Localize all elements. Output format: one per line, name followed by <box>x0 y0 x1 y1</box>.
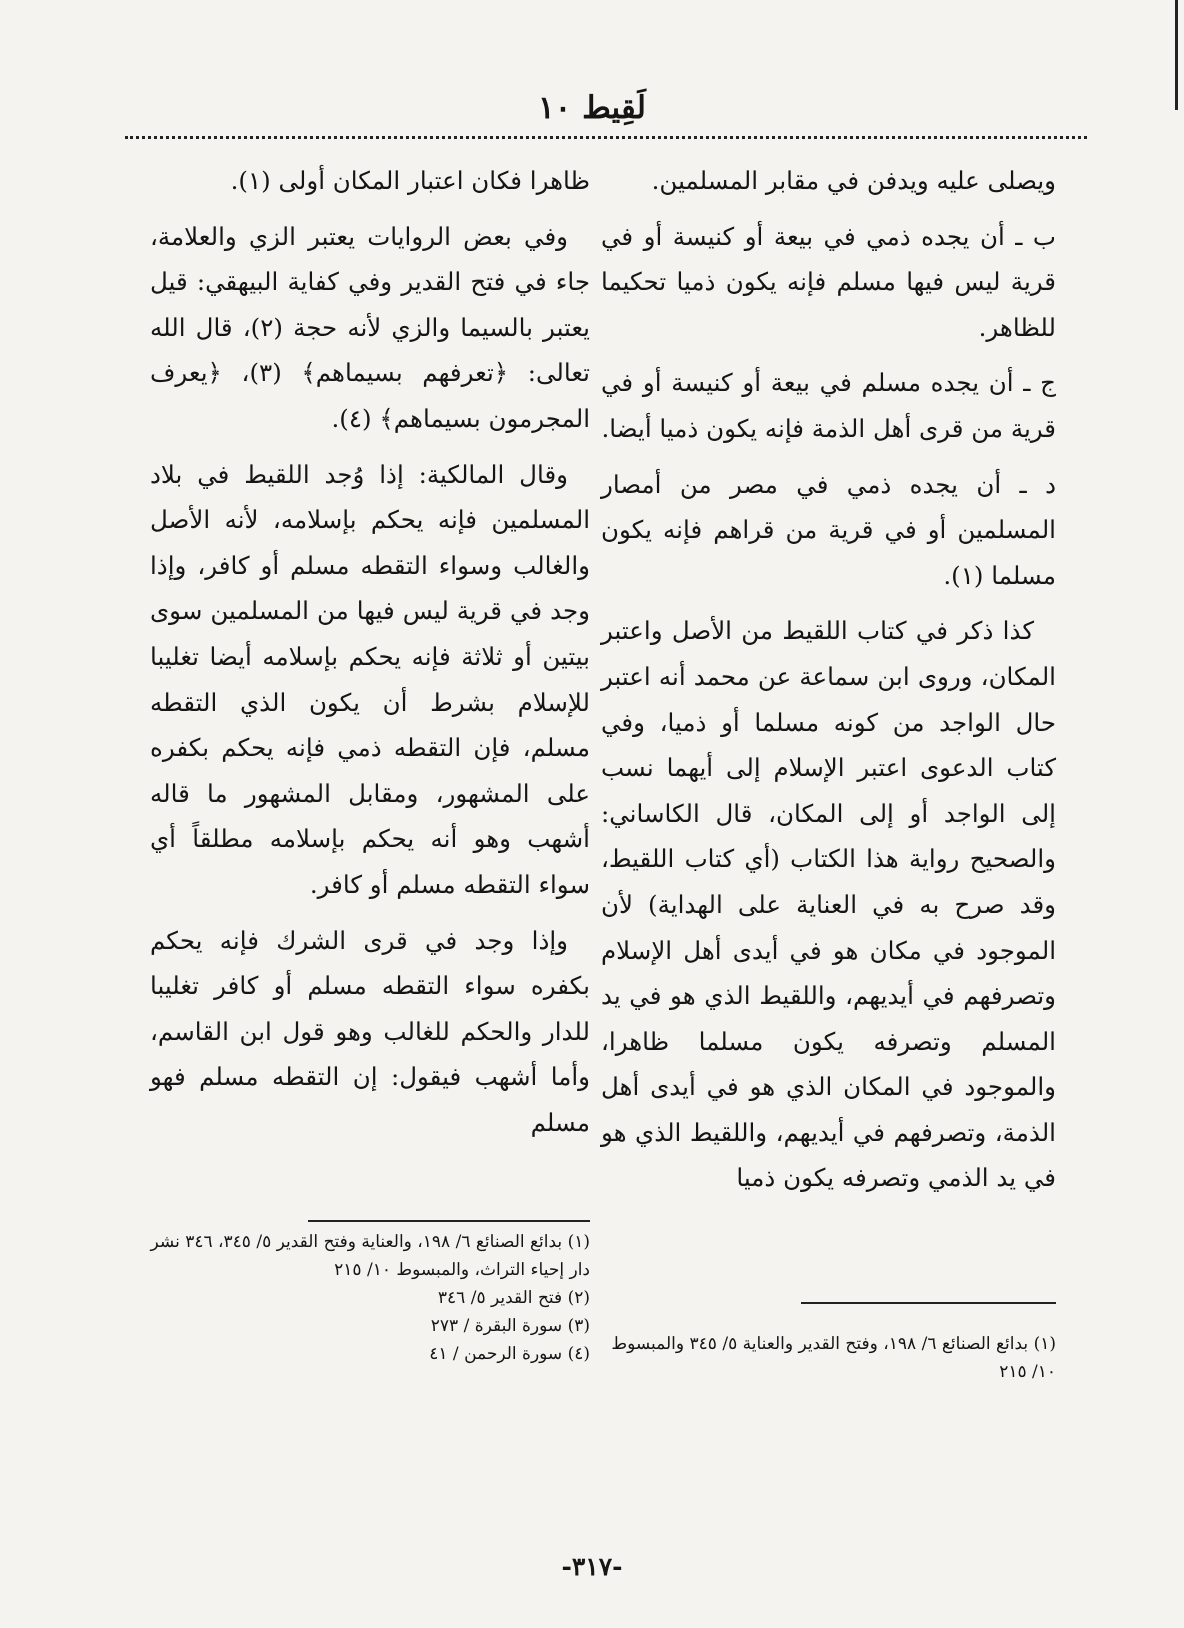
paragraph: وفي بعض الروايات يعتبر الزي والعلامة، جاء في فتح القدير وفي كفاية البيهقي: قيل يعتبر بالسيما والزي لأنه حجة (٢)، قال الله تعالى: ﴿تعرفهم بسيماهم﴾ (٣)، ﴿يعرف المجرمون بسيماهم﴾ (٤). <box>150 221 590 433</box>
paragraph: ويصلى عليه ويدفن في مقابر المسلمين. <box>651 166 1056 195</box>
paragraph: ج ـ أن يجده مسلم في بيعة أو كنيسة أو في قرية من قرى أهل الذمة فإنه يكون ذميا أيضا. <box>601 368 1056 443</box>
footnote: (٤) سورة الرحمن / ٤١ <box>429 1344 590 1364</box>
paragraph: ظاهرا فكان اعتبار المكان أولى (١). <box>230 166 590 195</box>
footnote: (١) بدائع الصنائع ٦/ ١٩٨، والعناية وفتح القدير ٥/ ٣٤٥، ٣٤٦ نشر دار إحياء التراث، والمبسوط ١٠/ ٢١٥ <box>150 1232 590 1280</box>
right-column <box>601 158 1056 1211</box>
footnote: (١) بدائع الصنائع ٦/ ١٩٨، وفتح القدير والعناية ٥/ ٣٤٥ والمبسوط ١٠/ ٢١٥ <box>611 1334 1056 1382</box>
page-number: -٣١٧- <box>561 1552 623 1581</box>
paragraph: وإذا وجد في قرى الشرك فإنه يحكم بكفره سواء التقطه مسلم أو كافر تغليبا للدار والحكم للغالب وهو قول ابن القاسم، وأما أشهب فيقول: إن التقطه مسلم فهو مسلم <box>150 925 590 1137</box>
paragraph: كذا ذكر في كتاب اللقيط من الأصل واعتبر المكان، وروى ابن سماعة عن محمد أنه اعتبر حال الواجد من كونه مسلما أو ذميا، وفي كتاب الدعوى اعتبر الإسلام إلى أيهما نسب إلى الواجد أو إلى المكان، قال الكاساني: والصحيح رواية هذا الكتاب (أي كتاب اللقيط، وقد صرح به في العناية على الهداية) لأن الموجود في مكان هو في أيدى أهل الإسلام وتصرفهم في أيديهم، واللقيط الذي هو في يد المسلم وتصرفه يكون مسلما ظاهرا، والموجود في المكان الذي هو في أيدى أهل الذمة، وتصرفهم في أيديهم، واللقيط الذي هو في يد الذمي وتصرفه يكون ذميا <box>601 616 1056 1193</box>
paragraph: د ـ أن يجده ذمي في مصر من أمصار المسلمين أو في قرية من قراهم فإنه يكون مسلما (١). <box>601 469 1056 590</box>
footnote: (٣) سورة البقرة / ٢٧٣ <box>430 1316 590 1336</box>
paragraph: ب ـ أن يجده ذمي في بيعة أو كنيسة أو في قرية ليس فيها مسلم فإنه يكون ذميا تحكيما للظاهر. <box>601 221 1056 342</box>
left-column <box>150 158 590 1155</box>
running-header: لَقِيط ١٠ <box>537 90 646 126</box>
footnote: (٢) فتح القدير ٥/ ٣٤٦ <box>437 1288 590 1308</box>
right-footnotes <box>596 1330 1056 1386</box>
paragraph: وقال المالكية: إذا وُجد اللقيط في بلاد المسلمين فإنه يحكم بإسلامه، لأنه الأصل والغالب وسواء التقطه مسلم أو كافر، وإذا وجد في قرية ليس فيها من المسلمين سوى بيتين أو ثلاثة فإنه يحكم بإسلامه أيضا تغليبا للإسلام بشرط أن يكون الذي التقطه مسلم، فإن التقطه ذمي فإنه يحكم بكفره على المشهور، ومقابل المشهور ما قاله أشهب وهو أنه يحكم بإسلامه مطلقاً أي سواء التقطه مسلم أو كافر. <box>150 459 590 899</box>
footnote-rule <box>801 1302 1056 1304</box>
header-dotted-rule <box>125 136 1087 139</box>
footnote-rule <box>308 1220 590 1222</box>
left-footnotes <box>150 1228 590 1368</box>
